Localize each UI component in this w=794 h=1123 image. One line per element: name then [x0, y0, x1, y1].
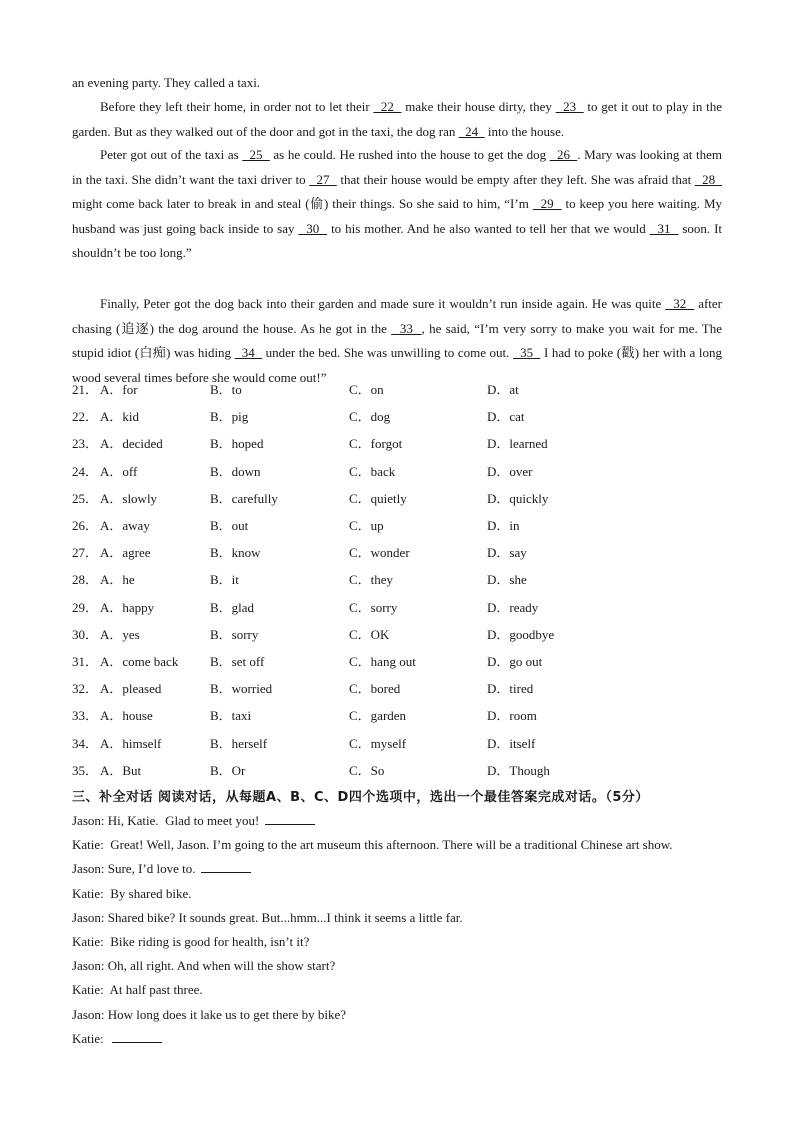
answer-blank: 32 — [665, 296, 695, 311]
option-row — [72, 760, 722, 787]
option-a: A．pleased — [100, 681, 162, 697]
option-a: A．slowly — [100, 490, 158, 506]
dialogue-text: Jason: Oh, all right. And when will the show start? — [72, 958, 336, 974]
question-number: 32． — [72, 681, 99, 697]
dialogue-line — [72, 958, 732, 974]
option-row — [72, 624, 722, 651]
option-b: B．carefully — [210, 490, 278, 506]
answer-blank: 23 — [555, 99, 584, 114]
option-row — [72, 488, 722, 515]
dialogue-line — [72, 1031, 732, 1047]
dialogue-answer-blank — [201, 861, 251, 873]
question-number: 34． — [72, 735, 99, 751]
option-b: B．sorry — [210, 626, 259, 642]
dialogue-answer-blank — [265, 813, 315, 825]
option-d: D．ready — [487, 599, 539, 615]
passage-text: soon. It shouldn’t be too long.” — [72, 220, 723, 261]
option-row — [72, 733, 722, 760]
option-row — [72, 406, 722, 433]
option-b: B．out — [210, 518, 249, 533]
dialogue-line — [72, 837, 732, 853]
option-d: D．at — [487, 382, 519, 397]
option-c: C．OK — [349, 626, 390, 642]
passage-text: Before they left their home, in order not to let their — [100, 99, 374, 114]
dialogue-line — [72, 982, 732, 998]
option-b: B．to — [210, 382, 242, 397]
option-b: B．it — [210, 572, 239, 588]
option-c: C．garden — [349, 708, 407, 724]
question-number: 33． — [72, 708, 99, 724]
option-row — [72, 569, 722, 596]
dialogue-text: Katie: — [72, 1030, 111, 1046]
question-number: 31． — [72, 654, 99, 669]
option-c: C．up — [349, 518, 384, 533]
option-b: B．worried — [210, 681, 273, 697]
option-a: A．kid — [100, 409, 140, 425]
answer-blank: 30 — [298, 220, 328, 236]
option-a: A．But — [100, 762, 142, 778]
option-d: D．she — [487, 572, 527, 588]
option-b: B．taxi — [210, 708, 252, 724]
passage-line-intro — [72, 71, 722, 96]
question-number: 23． — [72, 436, 99, 452]
answer-blank: 35 — [513, 345, 541, 361]
option-c: C．hang out — [349, 654, 416, 669]
passage-text: into the house. — [484, 123, 565, 139]
option-a: A．agree — [100, 545, 151, 561]
passage-text: Peter got out of the taxi as — [100, 147, 243, 162]
dialogue-line — [72, 910, 732, 926]
option-row — [72, 678, 722, 705]
dialogue-line — [72, 813, 732, 829]
option-c: C．wonder — [349, 545, 410, 561]
dialogue-line — [72, 861, 732, 877]
passage-text: that their house would be empty after they left. She was afraid that — [336, 171, 695, 187]
option-row — [72, 597, 722, 624]
question-number: 21． — [72, 382, 99, 397]
dialogue-line — [72, 1007, 732, 1023]
passage-text: as he could. He rushed into the house to get the dog — [269, 147, 550, 162]
option-row — [72, 515, 722, 542]
passage-paragraph-2 — [72, 143, 722, 266]
option-a: A．yes — [100, 626, 140, 642]
option-d: D．over — [487, 463, 533, 479]
question-number: 24． — [72, 463, 99, 479]
passage-text: . Mary was looking at them in the taxi. She didn’t want the taxi driver to — [72, 147, 723, 187]
passage-text: Finally, Peter got the dog back into their garden and made sure it wouldn’t run inside again. He was quite — [100, 296, 666, 311]
dialogue-text: Jason: Hi, Katie. Glad to meet you! — [72, 813, 263, 828]
answer-blank: 31 — [649, 220, 679, 236]
passage-text: to his mother. And he also wanted to tell her that we would — [327, 220, 650, 236]
option-c: C．bored — [349, 681, 401, 697]
option-c: C．on — [349, 382, 384, 397]
option-c: C．quietly — [349, 490, 407, 506]
dialogue-line — [72, 934, 732, 950]
option-d: D．goodbye — [487, 626, 555, 642]
option-b: B．glad — [210, 599, 255, 615]
option-row — [72, 461, 722, 488]
dialogue-text: Katie: By shared bike. — [72, 885, 192, 901]
option-a: A．away — [100, 518, 150, 533]
dialogue-text: Katie: At half past three. — [72, 982, 203, 998]
dialogue-line — [72, 886, 732, 902]
answer-blank: 27 — [309, 171, 337, 187]
option-row — [72, 433, 722, 460]
option-a: A．off — [100, 463, 138, 479]
dialogue-answer-blank — [112, 1031, 162, 1043]
answer-blank: 22 — [373, 99, 402, 114]
option-c: C．sorry — [349, 599, 398, 615]
dialogue-text: Jason: Shared bike? It sounds great. But...hmm...I think it seems a little far. — [72, 909, 463, 925]
option-b: B．Or — [210, 762, 246, 778]
answer-blank: 29 — [532, 196, 562, 212]
question-number: 29． — [72, 599, 99, 615]
passage-paragraph-3 — [72, 292, 722, 390]
passage-text: under the bed. She was unwilling to come out. — [261, 345, 514, 361]
option-row — [72, 651, 722, 678]
option-c: C．back — [349, 463, 396, 479]
passage-text: after chasing (追逐) the dog around the house. As he got in the — [72, 296, 722, 336]
dialogue-text: Katie: Great! Well, Jason. I’m going to the art museum this afternoon. There will be a traditional Chinese art show. — [72, 837, 673, 853]
option-c: C．myself — [349, 735, 407, 751]
option-a: A．happy — [100, 599, 155, 615]
option-c: C．forgot — [349, 436, 403, 452]
dialogue-text: Katie: Bike riding is good for health, isn’t it? — [72, 934, 310, 949]
option-a: A．himself — [100, 735, 162, 751]
option-a: A．house — [100, 708, 153, 724]
passage-text: make their house dirty, they — [401, 99, 556, 114]
option-b: B．down — [210, 463, 261, 479]
question-number: 22． — [72, 409, 99, 425]
passage-text: might come back later to break in and steal (偷) their things. So she said to him, “I’m — [72, 196, 533, 212]
option-d: D．quickly — [487, 490, 549, 506]
passage-text: to keep you here waiting. My husband was just going back inside to say — [72, 196, 722, 236]
dialogue-text: Jason: How long does it lake us to get there by bike? — [72, 1006, 347, 1022]
option-c: C．they — [349, 572, 394, 588]
option-b: B．herself — [210, 735, 268, 751]
option-d: D．itself — [487, 735, 536, 751]
answer-blank: 24 — [458, 123, 485, 139]
passage-text: I had to poke (戳) her with a long wood several times before she would come out!” — [72, 345, 723, 385]
question-number: 26． — [72, 518, 99, 533]
option-row — [72, 542, 722, 569]
section-3-title: 三、补全对话 阅读对话，从每题A、B、C、D四个选项中，选出一个最佳答案完成对话。（5分） — [72, 790, 649, 805]
option-b: B．pig — [210, 409, 249, 425]
question-number: 35． — [72, 762, 99, 778]
passage-text: , he said, “I’m very sorry to make you wait for me. The stupid idiot (白痴) was hiding — [72, 320, 722, 361]
option-a: A．for — [100, 382, 138, 397]
dialogue-text: Jason: Sure, I’d love to. — [72, 861, 199, 877]
option-a: A．come back — [100, 654, 179, 669]
option-row — [72, 705, 722, 732]
option-a: A．he — [100, 572, 135, 588]
option-d: D．say — [487, 545, 527, 561]
option-d: D．go out — [487, 654, 543, 669]
question-number: 25． — [72, 490, 99, 506]
passage-text: to get it out to play in the garden. But as they walked out of the door and got in the taxi, the dog ran — [72, 99, 723, 139]
answer-blank: 34 — [234, 345, 262, 361]
option-d: D．cat — [487, 409, 525, 425]
option-c: C．So — [349, 762, 385, 778]
answer-blank: 28 — [694, 171, 723, 187]
option-b: B．know — [210, 545, 261, 561]
option-b: B．set off — [210, 654, 265, 669]
question-number: 30． — [72, 626, 99, 642]
question-number: 27． — [72, 545, 99, 561]
option-d: D．learned — [487, 436, 548, 452]
option-row — [72, 379, 722, 406]
answer-blank: 25 — [242, 147, 270, 162]
option-d: D．Though — [487, 762, 550, 778]
passage-paragraph-1 — [72, 95, 722, 144]
answer-blank: 33 — [391, 320, 422, 336]
option-d: D．in — [487, 518, 520, 533]
option-d: D．room — [487, 708, 537, 724]
answer-blank: 26 — [549, 147, 578, 162]
option-d: D．tired — [487, 681, 534, 697]
option-c: C．dog — [349, 409, 391, 425]
option-a: A．decided — [100, 436, 163, 452]
option-b: B．hoped — [210, 436, 264, 452]
passage-text: an evening party. They called a taxi. — [72, 75, 261, 90]
question-number: 28． — [72, 572, 99, 588]
